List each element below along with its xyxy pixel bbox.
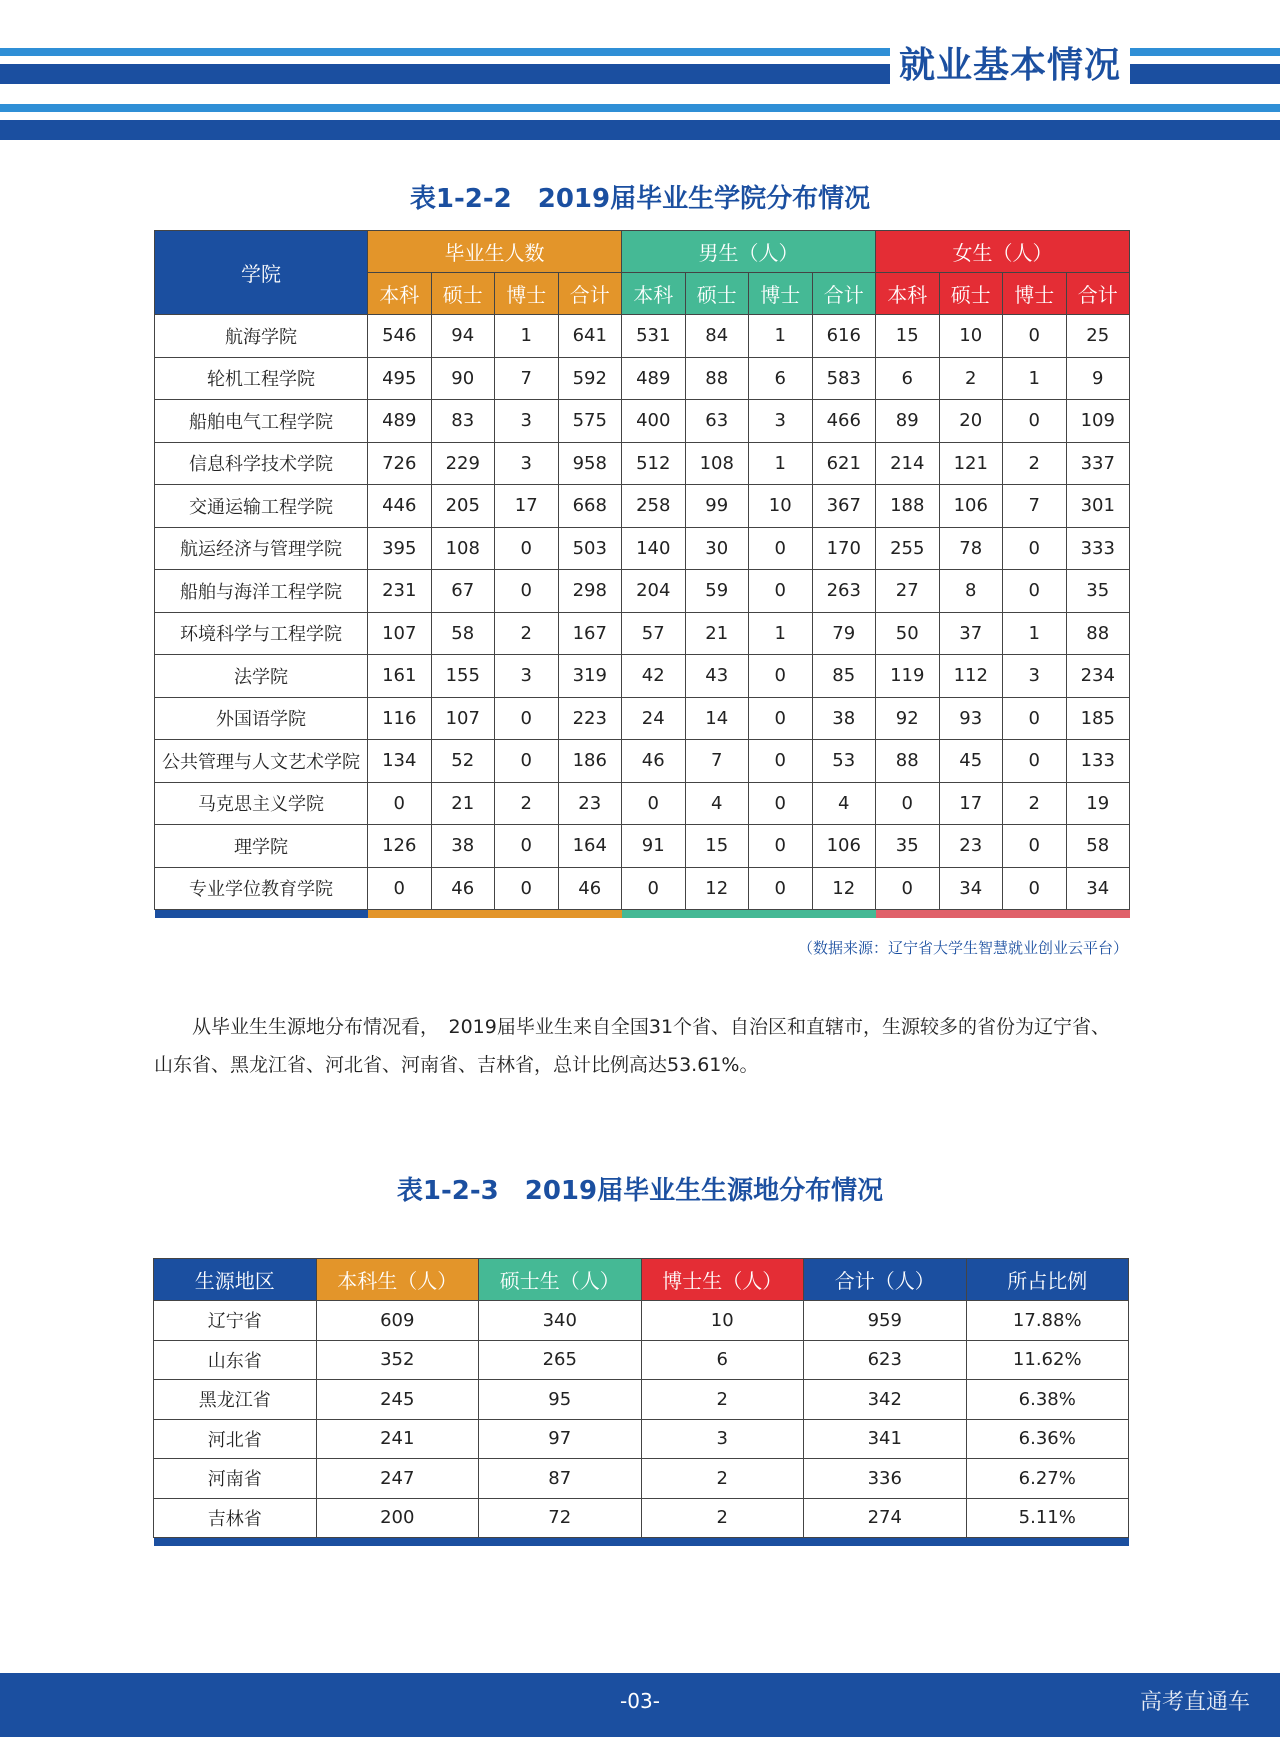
value-cell: 4 bbox=[685, 782, 749, 825]
table-row bbox=[155, 825, 1130, 868]
value-cell: 12 bbox=[685, 867, 749, 910]
column-header: 所占比例 bbox=[966, 1259, 1129, 1301]
value-cell: 234 bbox=[1066, 655, 1130, 698]
sub-header: 本科 bbox=[368, 273, 432, 315]
value-cell: 0 bbox=[876, 782, 940, 825]
table-row bbox=[154, 1498, 1129, 1538]
value-cell: 112 bbox=[939, 655, 1003, 698]
value-cell: 0 bbox=[749, 527, 813, 570]
value-cell: 3 bbox=[1003, 655, 1067, 698]
value-cell: 214 bbox=[876, 442, 940, 485]
value-cell: 88 bbox=[876, 740, 940, 783]
sub-header: 博士 bbox=[1003, 273, 1067, 315]
value-cell: 21 bbox=[685, 612, 749, 655]
value-cell: 0 bbox=[368, 782, 432, 825]
value-cell: 274 bbox=[804, 1498, 967, 1538]
value-cell: 15 bbox=[685, 825, 749, 868]
value-cell: 17 bbox=[939, 782, 1003, 825]
value-cell: 319 bbox=[558, 655, 622, 698]
college-name-cell: 航运经济与管理学院 bbox=[155, 527, 368, 570]
value-cell: 6.38% bbox=[966, 1380, 1129, 1420]
value-cell: 959 bbox=[804, 1301, 967, 1341]
table-row bbox=[155, 782, 1130, 825]
value-cell: 87 bbox=[479, 1459, 642, 1499]
value-cell: 91 bbox=[622, 825, 686, 868]
value-cell: 1 bbox=[749, 315, 813, 358]
table-row bbox=[155, 442, 1130, 485]
value-cell: 489 bbox=[622, 357, 686, 400]
table-row bbox=[154, 1380, 1129, 1420]
value-cell: 155 bbox=[431, 655, 495, 698]
table-row bbox=[154, 1340, 1129, 1380]
value-cell: 3 bbox=[495, 442, 559, 485]
value-cell: 3 bbox=[495, 655, 559, 698]
value-cell: 59 bbox=[685, 570, 749, 613]
college-name-cell: 船舶电气工程学院 bbox=[155, 400, 368, 443]
value-cell: 170 bbox=[812, 527, 876, 570]
value-cell: 140 bbox=[622, 527, 686, 570]
value-cell: 0 bbox=[495, 867, 559, 910]
value-cell: 3 bbox=[749, 400, 813, 443]
value-cell: 2 bbox=[1003, 442, 1067, 485]
value-cell: 489 bbox=[368, 400, 432, 443]
value-cell: 46 bbox=[558, 867, 622, 910]
college-name-cell: 专业学位教育学院 bbox=[155, 867, 368, 910]
college-name-cell: 船舶与海洋工程学院 bbox=[155, 570, 368, 613]
college-header: 学院 bbox=[155, 231, 368, 315]
value-cell: 0 bbox=[876, 867, 940, 910]
value-cell: 6.36% bbox=[966, 1419, 1129, 1459]
value-cell: 0 bbox=[1003, 867, 1067, 910]
college-name-cell: 马克思主义学院 bbox=[155, 782, 368, 825]
value-cell: 23 bbox=[939, 825, 1003, 868]
table-row bbox=[155, 315, 1130, 358]
value-cell: 0 bbox=[1003, 697, 1067, 740]
value-cell: 592 bbox=[558, 357, 622, 400]
value-cell: 11.62% bbox=[966, 1340, 1129, 1380]
value-cell: 466 bbox=[812, 400, 876, 443]
value-cell: 616 bbox=[812, 315, 876, 358]
value-cell: 342 bbox=[804, 1380, 967, 1420]
province-cell: 黑龙江省 bbox=[154, 1380, 317, 1420]
value-cell: 0 bbox=[495, 570, 559, 613]
value-cell: 46 bbox=[622, 740, 686, 783]
value-cell: 90 bbox=[431, 357, 495, 400]
value-cell: 46 bbox=[431, 867, 495, 910]
value-cell: 34 bbox=[939, 867, 1003, 910]
value-cell: 341 bbox=[804, 1419, 967, 1459]
table2-title: 表1-2-3 2019届毕业生生源地分布情况 bbox=[396, 1176, 884, 1206]
value-cell: 2 bbox=[939, 357, 1003, 400]
value-cell: 0 bbox=[1003, 740, 1067, 783]
value-cell: 133 bbox=[1066, 740, 1130, 783]
value-cell: 0 bbox=[622, 867, 686, 910]
table-row bbox=[155, 612, 1130, 655]
value-cell: 223 bbox=[558, 697, 622, 740]
value-cell: 12 bbox=[812, 867, 876, 910]
value-cell: 623 bbox=[804, 1340, 967, 1380]
value-cell: 0 bbox=[495, 740, 559, 783]
value-cell: 107 bbox=[431, 697, 495, 740]
sub-header: 硕士 bbox=[685, 273, 749, 315]
value-cell: 352 bbox=[316, 1340, 479, 1380]
value-cell: 83 bbox=[431, 400, 495, 443]
college-name-cell: 公共管理与人文艺术学院 bbox=[155, 740, 368, 783]
value-cell: 255 bbox=[876, 527, 940, 570]
value-cell: 106 bbox=[939, 485, 1003, 528]
table-row bbox=[155, 697, 1130, 740]
value-cell: 63 bbox=[685, 400, 749, 443]
sub-header: 博士 bbox=[495, 273, 559, 315]
college-name-cell: 外国语学院 bbox=[155, 697, 368, 740]
value-cell: 17 bbox=[495, 485, 559, 528]
value-cell: 121 bbox=[939, 442, 1003, 485]
column-header: 合计（人） bbox=[804, 1259, 967, 1301]
value-cell: 134 bbox=[368, 740, 432, 783]
value-cell: 50 bbox=[876, 612, 940, 655]
value-cell: 367 bbox=[812, 485, 876, 528]
value-cell: 0 bbox=[1003, 825, 1067, 868]
table-row bbox=[154, 1419, 1129, 1459]
header-stripe-light-2 bbox=[0, 104, 1280, 112]
value-cell: 265 bbox=[479, 1340, 642, 1380]
province-cell: 辽宁省 bbox=[154, 1301, 317, 1341]
table-row bbox=[155, 527, 1130, 570]
college-name-cell: 理学院 bbox=[155, 825, 368, 868]
value-cell: 24 bbox=[622, 697, 686, 740]
value-cell: 53 bbox=[812, 740, 876, 783]
group-header-female: 女生（人） bbox=[876, 231, 1130, 273]
table-row bbox=[155, 570, 1130, 613]
column-header: 硕士生（人） bbox=[479, 1259, 642, 1301]
college-distribution-table bbox=[154, 230, 1130, 918]
value-cell: 38 bbox=[431, 825, 495, 868]
page-number: -03- bbox=[620, 1689, 660, 1713]
province-cell: 吉林省 bbox=[154, 1498, 317, 1538]
value-cell: 3 bbox=[641, 1419, 804, 1459]
value-cell: 337 bbox=[1066, 442, 1130, 485]
college-name-cell: 轮机工程学院 bbox=[155, 357, 368, 400]
value-cell: 0 bbox=[1003, 315, 1067, 358]
sub-header: 硕士 bbox=[939, 273, 1003, 315]
value-cell: 546 bbox=[368, 315, 432, 358]
value-cell: 92 bbox=[876, 697, 940, 740]
value-cell: 3 bbox=[495, 400, 559, 443]
value-cell: 23 bbox=[558, 782, 622, 825]
value-cell: 229 bbox=[431, 442, 495, 485]
college-name-cell: 航海学院 bbox=[155, 315, 368, 358]
watermark: 高考直通车 bbox=[1139, 1690, 1250, 1715]
origin-distribution-table bbox=[153, 1258, 1129, 1546]
value-cell: 395 bbox=[368, 527, 432, 570]
value-cell: 258 bbox=[622, 485, 686, 528]
value-cell: 6 bbox=[876, 357, 940, 400]
value-cell: 10 bbox=[749, 485, 813, 528]
group-header-male: 男生（人） bbox=[622, 231, 876, 273]
value-cell: 15 bbox=[876, 315, 940, 358]
table-row bbox=[155, 740, 1130, 783]
value-cell: 6.27% bbox=[966, 1459, 1129, 1499]
value-cell: 2 bbox=[1003, 782, 1067, 825]
value-cell: 38 bbox=[812, 697, 876, 740]
value-cell: 185 bbox=[1066, 697, 1130, 740]
sub-header: 硕士 bbox=[431, 273, 495, 315]
value-cell: 5.11% bbox=[966, 1498, 1129, 1538]
table2-bottom-bar bbox=[154, 1538, 1129, 1547]
value-cell: 245 bbox=[316, 1380, 479, 1420]
value-cell: 621 bbox=[812, 442, 876, 485]
section-title: 就业基本情况 bbox=[890, 42, 1130, 90]
value-cell: 35 bbox=[1066, 570, 1130, 613]
value-cell: 79 bbox=[812, 612, 876, 655]
value-cell: 35 bbox=[876, 825, 940, 868]
value-cell: 58 bbox=[431, 612, 495, 655]
value-cell: 512 bbox=[622, 442, 686, 485]
value-cell: 7 bbox=[685, 740, 749, 783]
value-cell: 93 bbox=[939, 697, 1003, 740]
value-cell: 2 bbox=[495, 782, 559, 825]
footer-bar bbox=[0, 1673, 1280, 1737]
value-cell: 1 bbox=[1003, 612, 1067, 655]
value-cell: 161 bbox=[368, 655, 432, 698]
province-cell: 山东省 bbox=[154, 1340, 317, 1380]
value-cell: 85 bbox=[812, 655, 876, 698]
value-cell: 43 bbox=[685, 655, 749, 698]
body-paragraph: 从毕业生生源地分布情况看， 2019届毕业生来自全国31个省、自治区和直辖市，生源较多的省份为辽宁省、山东省、黑龙江省、河北省、河南省、吉林省，总计比例高达53.61%。 bbox=[154, 1016, 1111, 1076]
sub-header: 本科 bbox=[622, 273, 686, 315]
value-cell: 7 bbox=[495, 357, 559, 400]
value-cell: 88 bbox=[1066, 612, 1130, 655]
table-row bbox=[154, 1301, 1129, 1341]
college-name-cell: 交通运输工程学院 bbox=[155, 485, 368, 528]
value-cell: 116 bbox=[368, 697, 432, 740]
value-cell: 95 bbox=[479, 1380, 642, 1420]
table-row bbox=[155, 655, 1130, 698]
value-cell: 107 bbox=[368, 612, 432, 655]
value-cell: 263 bbox=[812, 570, 876, 613]
value-cell: 0 bbox=[749, 655, 813, 698]
value-cell: 0 bbox=[495, 825, 559, 868]
value-cell: 400 bbox=[622, 400, 686, 443]
sub-header: 合计 bbox=[558, 273, 622, 315]
value-cell: 67 bbox=[431, 570, 495, 613]
value-cell: 0 bbox=[1003, 527, 1067, 570]
value-cell: 231 bbox=[368, 570, 432, 613]
value-cell: 10 bbox=[939, 315, 1003, 358]
value-cell: 204 bbox=[622, 570, 686, 613]
value-cell: 19 bbox=[1066, 782, 1130, 825]
value-cell: 57 bbox=[622, 612, 686, 655]
value-cell: 109 bbox=[1066, 400, 1130, 443]
data-source-note: （数据来源：辽宁省大学生智慧就业创业云平台） bbox=[797, 939, 1128, 957]
value-cell: 2 bbox=[495, 612, 559, 655]
value-cell: 1 bbox=[495, 315, 559, 358]
value-cell: 531 bbox=[622, 315, 686, 358]
value-cell: 336 bbox=[804, 1459, 967, 1499]
value-cell: 0 bbox=[749, 570, 813, 613]
value-cell: 58 bbox=[1066, 825, 1130, 868]
value-cell: 1 bbox=[749, 612, 813, 655]
value-cell: 10 bbox=[641, 1301, 804, 1341]
value-cell: 4 bbox=[812, 782, 876, 825]
value-cell: 301 bbox=[1066, 485, 1130, 528]
value-cell: 340 bbox=[479, 1301, 642, 1341]
value-cell: 119 bbox=[876, 655, 940, 698]
value-cell: 726 bbox=[368, 442, 432, 485]
value-cell: 609 bbox=[316, 1301, 479, 1341]
value-cell: 99 bbox=[685, 485, 749, 528]
value-cell: 1 bbox=[1003, 357, 1067, 400]
value-cell: 25 bbox=[1066, 315, 1130, 358]
value-cell: 9 bbox=[1066, 357, 1130, 400]
province-cell: 河北省 bbox=[154, 1419, 317, 1459]
column-header: 生源地区 bbox=[154, 1259, 317, 1301]
value-cell: 0 bbox=[749, 782, 813, 825]
value-cell: 6 bbox=[749, 357, 813, 400]
value-cell: 84 bbox=[685, 315, 749, 358]
table1-bottom-bar bbox=[155, 910, 1130, 919]
column-header: 博士生（人） bbox=[641, 1259, 804, 1301]
college-name-cell: 信息科学技术学院 bbox=[155, 442, 368, 485]
value-cell: 52 bbox=[431, 740, 495, 783]
table-row bbox=[155, 867, 1130, 910]
value-cell: 1 bbox=[749, 442, 813, 485]
value-cell: 186 bbox=[558, 740, 622, 783]
value-cell: 2 bbox=[641, 1380, 804, 1420]
value-cell: 958 bbox=[558, 442, 622, 485]
province-cell: 河南省 bbox=[154, 1459, 317, 1499]
value-cell: 72 bbox=[479, 1498, 642, 1538]
value-cell: 298 bbox=[558, 570, 622, 613]
value-cell: 2 bbox=[641, 1498, 804, 1538]
value-cell: 78 bbox=[939, 527, 1003, 570]
column-header: 本科生（人） bbox=[316, 1259, 479, 1301]
value-cell: 0 bbox=[495, 527, 559, 570]
value-cell: 0 bbox=[1003, 570, 1067, 613]
value-cell: 0 bbox=[749, 825, 813, 868]
value-cell: 583 bbox=[812, 357, 876, 400]
college-name-cell: 环境科学与工程学院 bbox=[155, 612, 368, 655]
value-cell: 45 bbox=[939, 740, 1003, 783]
value-cell: 97 bbox=[479, 1419, 642, 1459]
value-cell: 0 bbox=[749, 867, 813, 910]
sub-header: 合计 bbox=[1066, 273, 1130, 315]
value-cell: 495 bbox=[368, 357, 432, 400]
value-cell: 7 bbox=[1003, 485, 1067, 528]
value-cell: 0 bbox=[622, 782, 686, 825]
group-header-total: 毕业生人数 bbox=[368, 231, 622, 273]
value-cell: 241 bbox=[316, 1419, 479, 1459]
sub-header: 博士 bbox=[749, 273, 813, 315]
value-cell: 94 bbox=[431, 315, 495, 358]
header-stripe-dark-2 bbox=[0, 120, 1280, 140]
value-cell: 247 bbox=[316, 1459, 479, 1499]
value-cell: 88 bbox=[685, 357, 749, 400]
value-cell: 0 bbox=[749, 740, 813, 783]
value-cell: 333 bbox=[1066, 527, 1130, 570]
value-cell: 8 bbox=[939, 570, 1003, 613]
value-cell: 17.88% bbox=[966, 1301, 1129, 1341]
table-row bbox=[155, 400, 1130, 443]
value-cell: 575 bbox=[558, 400, 622, 443]
value-cell: 2 bbox=[641, 1459, 804, 1499]
value-cell: 164 bbox=[558, 825, 622, 868]
value-cell: 0 bbox=[495, 697, 559, 740]
value-cell: 108 bbox=[431, 527, 495, 570]
value-cell: 14 bbox=[685, 697, 749, 740]
value-cell: 446 bbox=[368, 485, 432, 528]
table-row bbox=[155, 485, 1130, 528]
sub-header: 本科 bbox=[876, 273, 940, 315]
value-cell: 205 bbox=[431, 485, 495, 528]
value-cell: 42 bbox=[622, 655, 686, 698]
value-cell: 200 bbox=[316, 1498, 479, 1538]
value-cell: 30 bbox=[685, 527, 749, 570]
value-cell: 0 bbox=[749, 697, 813, 740]
value-cell: 20 bbox=[939, 400, 1003, 443]
value-cell: 0 bbox=[1003, 400, 1067, 443]
value-cell: 34 bbox=[1066, 867, 1130, 910]
value-cell: 106 bbox=[812, 825, 876, 868]
value-cell: 37 bbox=[939, 612, 1003, 655]
value-cell: 641 bbox=[558, 315, 622, 358]
table-row bbox=[154, 1459, 1129, 1499]
value-cell: 6 bbox=[641, 1340, 804, 1380]
value-cell: 89 bbox=[876, 400, 940, 443]
sub-header: 合计 bbox=[812, 273, 876, 315]
value-cell: 167 bbox=[558, 612, 622, 655]
value-cell: 0 bbox=[368, 867, 432, 910]
value-cell: 503 bbox=[558, 527, 622, 570]
value-cell: 188 bbox=[876, 485, 940, 528]
college-name-cell: 法学院 bbox=[155, 655, 368, 698]
value-cell: 108 bbox=[685, 442, 749, 485]
value-cell: 668 bbox=[558, 485, 622, 528]
value-cell: 126 bbox=[368, 825, 432, 868]
value-cell: 27 bbox=[876, 570, 940, 613]
table1-title: 表1-2-2 2019届毕业生学院分布情况 bbox=[409, 184, 871, 214]
value-cell: 21 bbox=[431, 782, 495, 825]
table-row bbox=[155, 357, 1130, 400]
